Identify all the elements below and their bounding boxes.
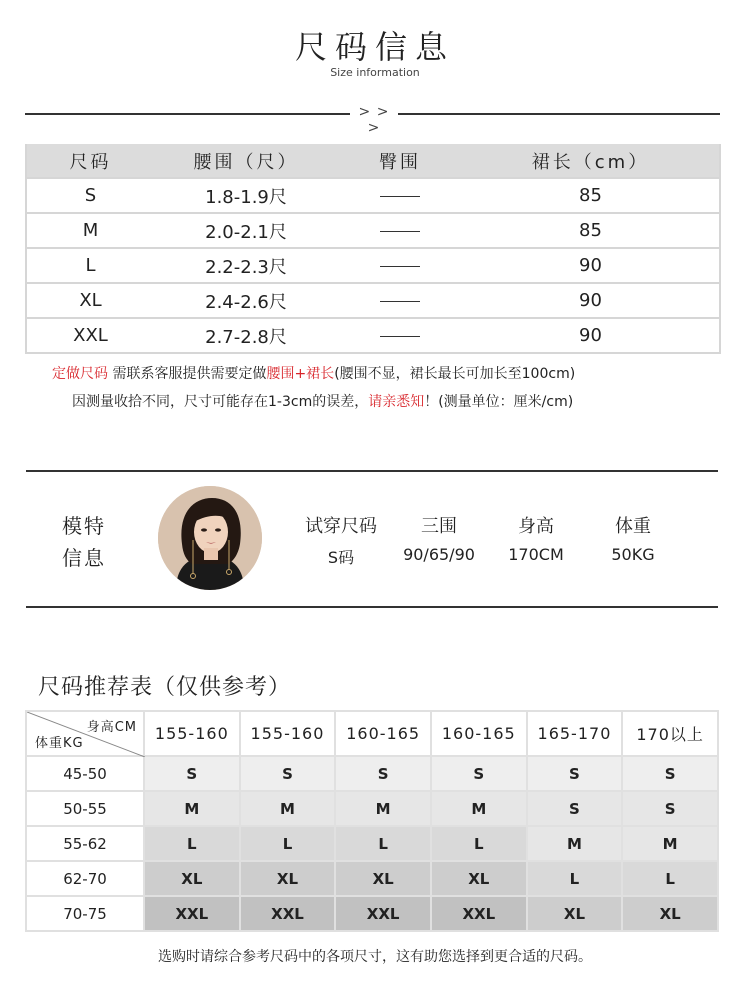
hip-cell [338, 178, 462, 213]
hip-cell [338, 283, 462, 318]
size-rec-cell: XXL [241, 897, 337, 932]
note-highlight: 定做尺码 [52, 366, 108, 382]
size-rec-cell: XL [145, 862, 241, 897]
hip-cell [338, 248, 462, 283]
size-rec-cell: XXL [145, 897, 241, 932]
weight-cell: 70-75 [25, 897, 145, 932]
model-info-label [62, 510, 106, 574]
note-text: 因测量收拾不同，尺寸可能存在1-3cm的误差， [72, 394, 369, 410]
size-rec-cell: L [623, 862, 719, 897]
size-rec-cell: S [623, 757, 719, 792]
size-cell: XL [26, 283, 154, 318]
size-rec-cell: S [432, 757, 528, 792]
size-rec-cell: S [528, 792, 624, 827]
table-row [25, 862, 719, 897]
dash-mark [380, 196, 420, 197]
size-rec-cell: S [241, 757, 337, 792]
size-rec-cell: XL [528, 897, 624, 932]
chevron-right-icon: > > > [358, 104, 390, 136]
table-row [25, 757, 719, 792]
custom-size-note [52, 363, 575, 383]
model-label-line1: 模特 [62, 514, 106, 538]
header-length: 裙长（cm） [462, 144, 720, 178]
length-cell: 90 [462, 283, 720, 318]
length-cell: 85 [462, 213, 720, 248]
size-rec-cell: XL [336, 862, 432, 897]
size-rec-cell: L [336, 827, 432, 862]
size-rec-cell: S [623, 792, 719, 827]
model-field-value: S码 [327, 548, 355, 567]
height-header: 160-165 [432, 710, 528, 757]
dash-mark [380, 301, 420, 302]
table-row [25, 792, 719, 827]
hip-cell [338, 318, 462, 353]
page-subtitle: Size information [330, 66, 420, 79]
size-rec-cell: XL [623, 897, 719, 932]
measurement-note [72, 391, 573, 411]
size-rec-cell: L [241, 827, 337, 862]
table-row [26, 248, 720, 283]
size-table [25, 144, 721, 354]
table-row [25, 897, 719, 932]
table-row [26, 178, 720, 213]
page-title: 尺码信息 [294, 28, 455, 66]
recommendation-header-row [25, 710, 719, 757]
divider-left [25, 113, 350, 115]
note-text: 需联系客服提供需要定做 [112, 366, 267, 382]
size-rec-cell: M [145, 792, 241, 827]
weight-cell: 45-50 [25, 757, 145, 792]
height-header: 155-160 [241, 710, 337, 757]
dash-mark [380, 336, 420, 337]
size-rec-cell: XL [241, 862, 337, 897]
height-header: 170以上 [623, 710, 719, 757]
length-cell: 90 [462, 318, 720, 353]
note-highlight: 请亲悉知 [368, 394, 425, 410]
header-hip: 臀围 [338, 144, 462, 178]
corner-weight-label: 体重KG [35, 736, 84, 751]
model-field-label: 身高 [518, 516, 554, 537]
note-highlight: 腰围+裙长 [266, 366, 335, 382]
size-rec-cell: L [528, 862, 624, 897]
corner-height-label: 身高CM [86, 720, 137, 735]
model-field-value: 90/65/90 [403, 545, 475, 564]
recommendation-title: 尺码推荐表（仅供参考） [38, 675, 292, 700]
waist-cell: 1.8-1.9尺 [154, 178, 338, 213]
model-field-label: 试穿尺码 [305, 516, 377, 537]
size-rec-cell: M [241, 792, 337, 827]
model-field-value: 50KG [611, 545, 655, 564]
header-waist: 腰围（尺） [154, 144, 338, 178]
table-row [26, 318, 720, 353]
size-table-header [26, 144, 720, 178]
dash-mark [380, 266, 420, 267]
model-label-line2: 信息 [62, 546, 106, 570]
waist-cell: 2.7-2.8尺 [154, 318, 338, 353]
table-row [25, 827, 719, 862]
length-cell: 90 [462, 248, 720, 283]
table-row [26, 283, 720, 318]
weight-cell: 55-62 [25, 827, 145, 862]
hip-cell [338, 213, 462, 248]
footer-note: 选购时请综合参考尺码中的各项尺寸，这有助您选择到更合适的尺码。 [158, 949, 592, 965]
note-text: ！(测量单位：厘米/cm) [424, 394, 574, 410]
model-divider-top [26, 470, 718, 472]
size-rec-cell: M [623, 827, 719, 862]
weight-cell: 62-70 [25, 862, 145, 897]
size-rec-cell: S [528, 757, 624, 792]
model-field-value: 170CM [508, 545, 564, 564]
size-rec-cell: M [336, 792, 432, 827]
waist-cell: 2.2-2.3尺 [154, 248, 338, 283]
corner-cell [25, 710, 145, 757]
model-field-label: 三围 [421, 516, 457, 537]
height-header: 160-165 [336, 710, 432, 757]
size-rec-cell: S [145, 757, 241, 792]
header-size: 尺码 [26, 144, 154, 178]
size-rec-cell: M [528, 827, 624, 862]
size-cell: XXL [26, 318, 154, 353]
note-text: (腰围不显，裙长最长可加长至100cm) [334, 366, 576, 382]
model-divider-bottom [26, 606, 718, 608]
model-portrait [158, 486, 262, 590]
size-rec-cell: S [336, 757, 432, 792]
size-rec-cell: L [145, 827, 241, 862]
size-rec-cell: M [432, 792, 528, 827]
waist-cell: 2.4-2.6尺 [154, 283, 338, 318]
size-cell: L [26, 248, 154, 283]
size-cell: M [26, 213, 154, 248]
size-cell: S [26, 178, 154, 213]
model-avatar [158, 486, 262, 590]
waist-cell: 2.0-2.1尺 [154, 213, 338, 248]
dash-mark [380, 231, 420, 232]
table-row [26, 213, 720, 248]
weight-cell: 50-55 [25, 792, 145, 827]
height-header: 165-170 [528, 710, 624, 757]
size-rec-cell: XXL [432, 897, 528, 932]
height-header: 155-160 [145, 710, 241, 757]
length-cell: 85 [462, 178, 720, 213]
size-rec-cell: L [432, 827, 528, 862]
model-field-label: 体重 [615, 516, 651, 537]
recommendation-table [25, 710, 719, 932]
divider-right [398, 113, 720, 115]
size-rec-cell: XXL [336, 897, 432, 932]
size-rec-cell: XL [432, 862, 528, 897]
